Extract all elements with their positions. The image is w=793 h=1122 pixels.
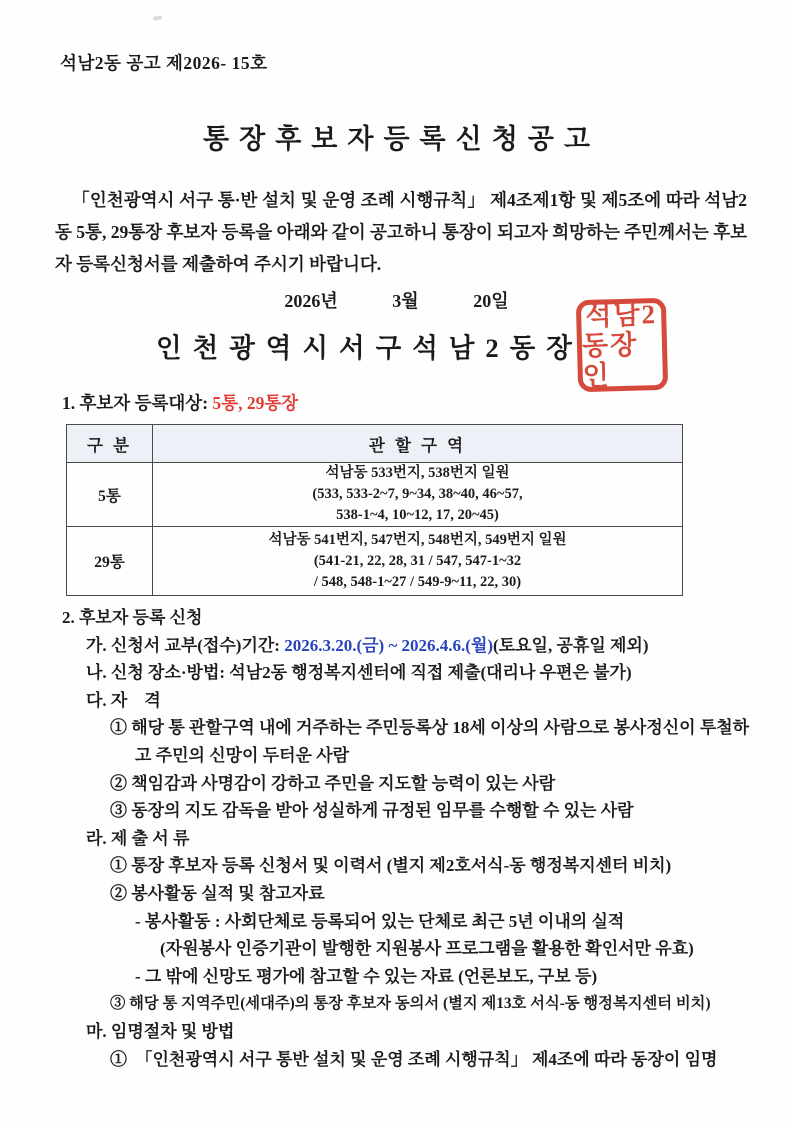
application-period-line xyxy=(62,632,762,660)
header-division: 구 분 xyxy=(67,425,153,463)
area-line: 석남동 541번지, 547번지, 548번지, 549번지 일원 xyxy=(268,531,567,548)
qualification-item: ② 책임감과 사명감이 강하고 주민을 지도할 능력이 있는 사람 xyxy=(110,773,556,793)
document-subnote: (자원봉사 인증기관이 발행한 지원봉사 프로그램을 활용한 확인서만 유효) xyxy=(160,939,694,959)
signature-authority: 인천광역시서구석남2동장 xyxy=(156,333,583,363)
table-row xyxy=(67,527,683,596)
document-subitem: - 봉사활동 : 사회단체로 등록되어 있는 단체로 최근 5년 이내의 실적 xyxy=(135,911,625,931)
section2-heading: 2. 후보자 등록 신청 xyxy=(62,608,203,627)
division-cell: 5통 xyxy=(67,463,153,527)
section2-body xyxy=(62,604,762,1073)
date-month: 3월 xyxy=(392,291,419,311)
area-line: (533, 533-2~7, 9~34, 38~40, 46~57, xyxy=(312,486,523,502)
area-line: (541-21, 22, 28, 31 / 547, 547-1~32 xyxy=(313,552,522,569)
appointment-heading: 마. 임명절차 및 방법 xyxy=(86,1021,235,1041)
qualification-item: ③ 동장의 지도 감독을 받아 성실하게 규정된 임무를 수행할 수 있는 사람 xyxy=(110,801,634,821)
intro-paragraph: 「인천광역시 서구 통·반 설치 및 운영 조례 시행규칙」 제4조제1항 및 제5조에 따라 석남2동 5통, 29통장 후보자 등록을 아래와 같이 공고하니 통장이 되고자 희망하는 주민께서는 후보자 등록신청서를 제출하여 주시기 바랍니다. xyxy=(55,190,747,274)
document-item: ① 통장 후보자 등록 신청서 및 이력서 (별지 제2호서식-동 행정복지센터 비치) xyxy=(110,856,672,876)
area-line: / 548, 548-1~27 / 549-9~11, 22, 30) xyxy=(313,573,522,590)
date-year: 2026년 xyxy=(284,291,338,311)
notice-date xyxy=(0,287,793,313)
area-cell xyxy=(153,463,683,527)
jurisdiction-table xyxy=(66,424,683,596)
table-header-row xyxy=(67,425,683,463)
area-line: 석남동 533번지, 538번지 일원 xyxy=(325,465,510,481)
documents-heading: 라. 제 출 서 류 xyxy=(86,828,190,848)
registration-target: 5통, 29통장 xyxy=(212,393,299,413)
qualification-heading: 다. 자 격 xyxy=(86,690,161,710)
date-day: 20일 xyxy=(473,291,509,311)
document-subitem: - 그 밖에 신망도 평가에 참고할 수 있는 자료 (언론보도, 구보 등) xyxy=(135,966,598,986)
application-period-label: 가. 신청서 교부(접수)기간: xyxy=(86,635,285,655)
scan-artifact xyxy=(153,15,162,20)
seal-text-line1: 석남2 xyxy=(584,299,658,331)
appointment-item: ① 「인천광역시 서구 통반 설치 및 운영 조례 시행규칙」 제4조에 따라 동장이 임명 xyxy=(110,1049,718,1069)
page-title: 통장후보자등록신청공고 xyxy=(203,124,600,154)
division-cell: 29통 xyxy=(67,527,153,596)
application-period: 2026.3.20.(금) ~ 2026.4.6.(월) xyxy=(284,635,494,655)
table-row xyxy=(67,463,683,527)
document-item: ③ 해당 통 지역주민(세대주)의 통장 후보자 동의서 (별지 제13호 서식-동 행정복지센터 비치) xyxy=(110,995,711,1013)
official-seal xyxy=(576,298,668,392)
application-period-note: (토요일, 공휴일 제외) xyxy=(493,635,649,655)
document-item: ② 봉사활동 실적 및 참고자료 xyxy=(110,883,325,903)
area-line: 538-1~4, 10~12, 17, 20~45) xyxy=(336,507,499,523)
header-area: 관 할 구 역 xyxy=(153,425,683,463)
seal-text-line2: 동장인 xyxy=(581,329,639,392)
notice-number: 석남2동 공고 제2026- 15호 xyxy=(60,53,268,73)
application-place-line: 나. 신청 장소·방법: 석남2동 행정복지센터에 직접 제출(대리나 우편은 불가) xyxy=(86,663,632,683)
area-cell xyxy=(153,527,683,596)
section1-heading xyxy=(62,390,298,415)
section1-label: 1. 후보자 등록대상: xyxy=(62,393,213,413)
qualification-item: ① 해당 통 관할구역 내에 거주하는 주민등록상 18세 이상의 사람으로 봉사정신이 투철하고 주민의 신망이 두터운 사람 xyxy=(110,718,750,765)
